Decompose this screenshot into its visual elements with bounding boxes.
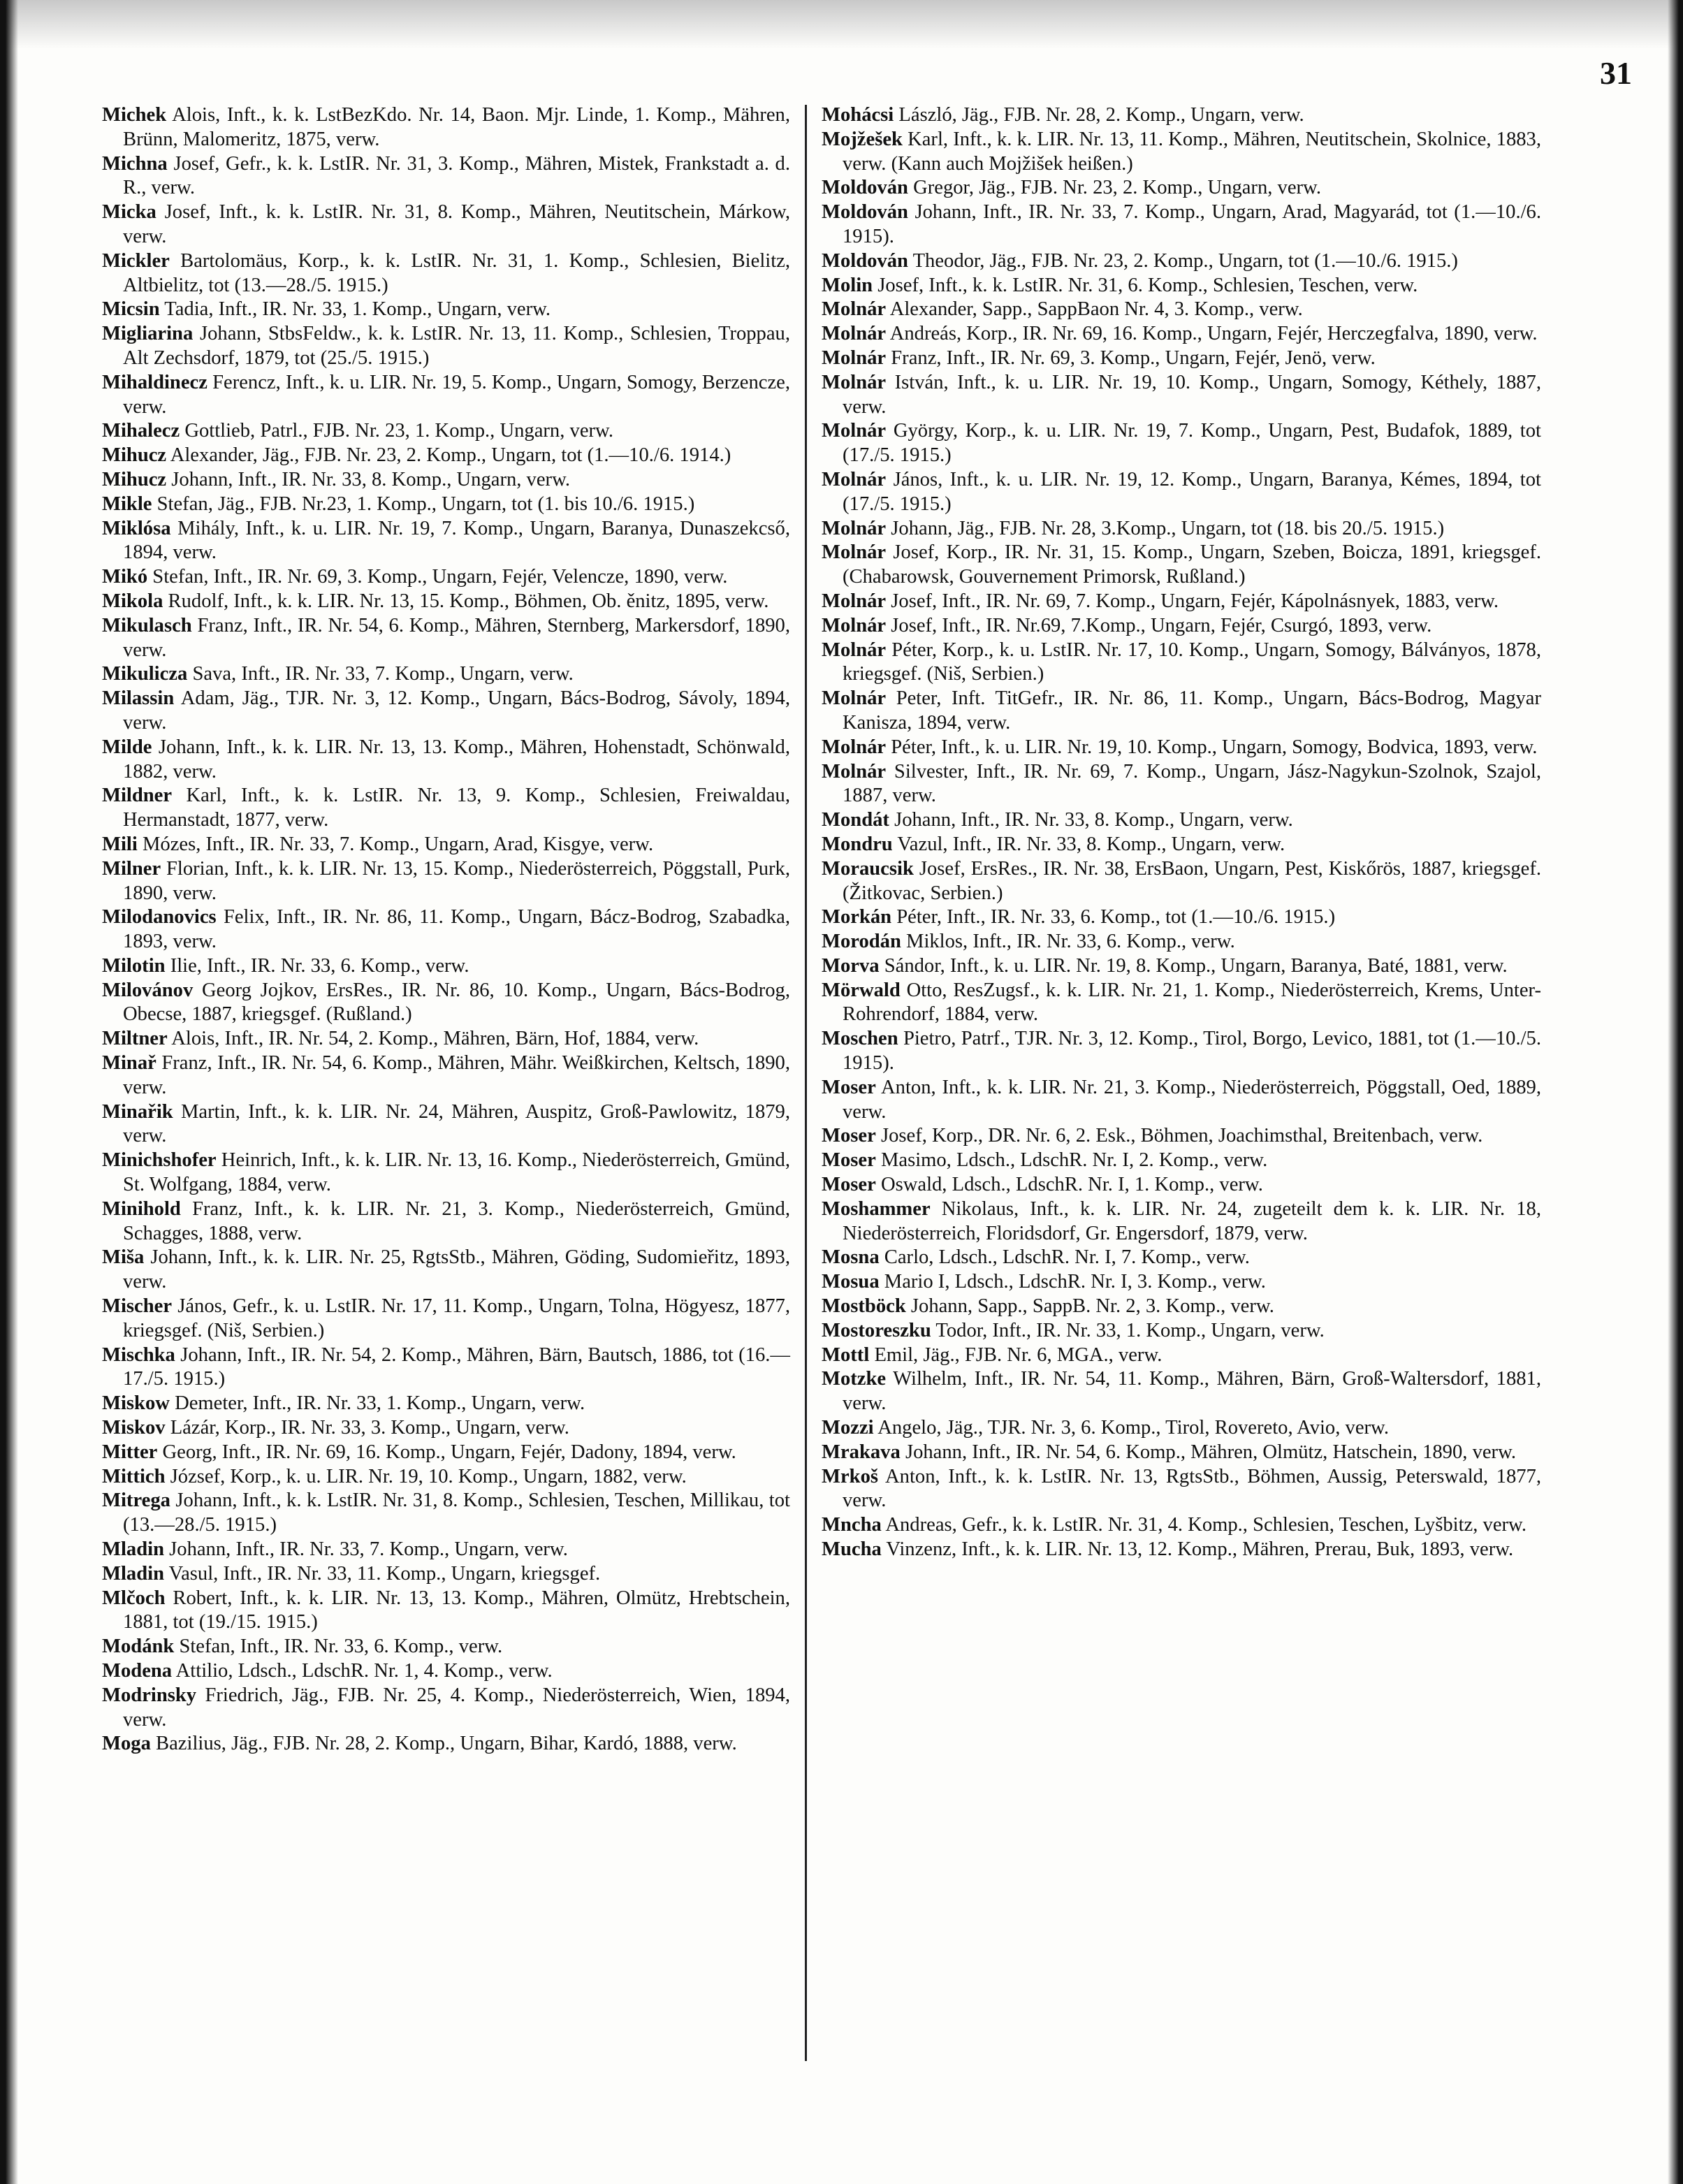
- entry-surname: Moser: [822, 1174, 876, 1196]
- register-entry: [102, 517, 790, 566]
- entry-details: Felix, Inft., IR. Nr. 86, 11. Komp., Ungarn, Bácz-Bodrog, Szabadka, 1893, verw.: [123, 906, 790, 953]
- entry-details: Péter, Inft., k. u. LIR. Nr. 19, 10. Komp., Ungarn, Somogy, Bodvica, 1893, verw.: [891, 736, 1538, 758]
- register-entry: [102, 1635, 790, 1659]
- register-entry: [822, 274, 1541, 298]
- entry-surname: Moga: [102, 1733, 151, 1755]
- register-entry: [822, 298, 1541, 322]
- register-entry: [822, 1027, 1541, 1076]
- entry-details: Gregor, Jäg., FJB. Nr. 23, 2. Komp., Ungarn, verw.: [913, 177, 1321, 199]
- entry-surname: Mitrega: [102, 1490, 170, 1512]
- register-entry: [102, 1051, 790, 1100]
- register-entry: [822, 249, 1541, 274]
- register-entry: [822, 1513, 1541, 1538]
- entry-details: Stefan, Inft., IR. Nr. 33, 6. Komp., verw.: [179, 1636, 503, 1658]
- scan-edge-left: [0, 0, 18, 2184]
- entry-surname: Mikó: [102, 566, 148, 588]
- register-entry: [102, 1149, 790, 1197]
- entry-details: Martin, Inft., k. k. LIR. Nr. 24, Mähren, Auspitz, Groß-Pawlowitz, 1879, verw.: [123, 1100, 791, 1147]
- register-entry: [102, 1027, 790, 1051]
- register-entry: [102, 1197, 790, 1246]
- register-entry: [822, 1246, 1541, 1270]
- entry-surname: Milner: [102, 857, 161, 880]
- entry-details: Ferencz, Inft., k. u. LIR. Nr. 19, 5. Komp., Ungarn, Somogy, Berzencze, verw.: [123, 371, 790, 418]
- entry-surname: Mondát: [822, 809, 889, 831]
- entry-details: Josef, Korp., DR. Nr. 6, 2. Esk., Böhmen, Joachimsthal, Breitenbach, verw.: [880, 1125, 1483, 1147]
- entry-surname: Morva: [822, 954, 880, 977]
- entry-surname: Molnár: [822, 614, 887, 636]
- entry-surname: Mili: [102, 833, 138, 855]
- entry-surname: Mitter: [102, 1441, 158, 1463]
- entry-details: Karl, Inft., k. k. LIR. Nr. 13, 11. Komp., Mähren, Neutitschein, Skolnice, 1883, verw. (Kann auch Mojžišek heißen.): [843, 128, 1541, 175]
- entry-surname: Mncha: [822, 1514, 882, 1536]
- register-entry: [102, 493, 790, 517]
- entry-surname: Mikulasch: [102, 614, 192, 636]
- left-column: [102, 103, 790, 1756]
- entry-surname: Mihalecz: [102, 420, 180, 442]
- register-entry: [102, 371, 790, 420]
- register-entry: [102, 468, 790, 493]
- entry-details: Franz, Inft., k. k. LIR. Nr. 21, 3. Komp., Niederösterreich, Gmünd, Schagges, 1888, verw.: [123, 1197, 790, 1244]
- entry-details: Johann, Inft., k. k. LIR. Nr. 13, 13. Komp., Mähren, Hohenstadt, Schönwald, 1882, verw.: [123, 736, 790, 782]
- entry-surname: Mischer: [102, 1295, 173, 1318]
- entry-surname: Milotin: [102, 954, 166, 977]
- entry-surname: Molnár: [822, 468, 887, 490]
- entry-details: Josef, Inft., k. k. LstIR. Nr. 31, 6. Komp., Schlesien, Teschen, verw.: [877, 274, 1418, 296]
- entry-surname: Molnár: [822, 323, 887, 345]
- entry-details: Heinrich, Inft., k. k. LIR. Nr. 13, 16. Komp., Niederösterreich, Gmünd, St. Wolfgang, 1884, verw.: [123, 1149, 790, 1196]
- register-entry: [102, 857, 790, 906]
- entry-details: Georg, Inft., IR. Nr. 69, 16. Komp., Ungarn, Fejér, Dadony, 1894, verw.: [162, 1441, 736, 1463]
- entry-details: Anton, Inft., k. k. LIR. Nr. 21, 3. Komp., Niederösterreich, Pöggstall, Oed, 1889, verw.: [843, 1076, 1541, 1123]
- entry-surname: Moldován: [822, 201, 908, 224]
- entry-details: Péter, Inft., IR. Nr. 33, 6. Komp., tot (1.—10./6. 1915.): [896, 906, 1336, 929]
- entry-surname: Molnár: [822, 517, 887, 539]
- entry-surname: Moldován: [822, 249, 908, 272]
- register-entry: [822, 979, 1541, 1028]
- entry-surname: Mischka: [102, 1344, 175, 1366]
- entry-details: Johann, Inft., k. k. LstIR. Nr. 31, 8. Komp., Schlesien, Teschen, Millikau, tot (13.—28./5. 1915.): [123, 1490, 790, 1536]
- entry-surname: Molnár: [822, 736, 887, 758]
- entry-surname: Modena: [102, 1660, 173, 1682]
- entry-surname: Molnár: [822, 347, 887, 369]
- entry-surname: Mikulicza: [102, 663, 188, 685]
- entry-surname: Molnár: [822, 639, 887, 661]
- register-entry: [102, 1416, 790, 1441]
- register-entry: [102, 614, 790, 663]
- entry-details: Angelo, Jäg., TJR. Nr. 3, 6. Komp., Tirol, Rovereto, Avio, verw.: [877, 1417, 1389, 1439]
- entry-details: Andreás, Korp., IR. Nr. 69, 16. Komp., Ungarn, Fejér, Herczegfalva, 1890, verw.: [889, 323, 1538, 345]
- entry-surname: Mottl: [822, 1344, 870, 1366]
- register-entry: [822, 201, 1541, 249]
- entry-details: László, Jäg., FJB. Nr. 28, 2. Komp., Ungarn, verw.: [898, 104, 1304, 126]
- entry-details: Josef, Inft., k. k. LstIR. Nr. 31, 8. Komp., Mähren, Neutitschein, Márkow, verw.: [123, 201, 790, 247]
- entry-details: Peter, Inft. TitGefr., IR. Nr. 86, 11. Komp., Ungarn, Bács-Bodrog, Magyar Kanisza, 1894, verw.: [843, 687, 1542, 734]
- register-entry: [822, 930, 1541, 954]
- register-entry: [822, 1367, 1541, 1416]
- register-entry: [102, 590, 790, 614]
- register-entry: [102, 784, 790, 833]
- entry-surname: Mörwald: [822, 979, 901, 1001]
- register-entry: [102, 1684, 790, 1733]
- register-entry: [102, 322, 790, 371]
- entry-surname: Mozzi: [822, 1417, 874, 1439]
- entry-details: János, Gefr., k. u. LstIR. Nr. 17, 11. Komp., Ungarn, Tolna, Högyesz, 1877, kriegsgef. (Niš, Serbien.): [123, 1295, 790, 1341]
- register-entry: [822, 1538, 1541, 1562]
- entry-surname: Mojžešek: [822, 128, 903, 150]
- register-entry: [822, 905, 1541, 930]
- entry-details: Mihály, Inft., k. u. LIR. Nr. 19, 7. Komp., Ungarn, Baranya, Dunaszekcső, 1894, verw.: [123, 517, 790, 564]
- entry-details: Masimo, Ldsch., LdschR. Nr. I, 2. Komp., verw.: [880, 1149, 1268, 1172]
- entry-details: Josef, Korp., IR. Nr. 31, 15. Komp., Ungarn, Szeben, Boicza, 1891, kriegsgef. (Chabarowsk, Gouvernement Primorsk, Rußland.): [843, 541, 1541, 588]
- entry-surname: Mosua: [822, 1271, 880, 1293]
- register-entry: [822, 808, 1541, 833]
- entry-details: Miklos, Inft., IR. Nr. 33, 6. Komp., verw.: [906, 931, 1235, 953]
- entry-details: Alois, Inft., IR. Nr. 54, 2. Komp., Mähren, Bärn, Hof, 1884, verw.: [171, 1028, 699, 1050]
- entry-surname: Miša: [102, 1246, 145, 1269]
- entry-details: Oswald, Ldsch., LdschR. Nr. I, 1. Komp., verw.: [880, 1174, 1263, 1196]
- register-entry: [102, 1441, 790, 1465]
- entry-details: Johann, Inft., IR. Nr. 54, 6. Komp., Mähren, Olmütz, Hatschein, 1890, verw.: [905, 1441, 1517, 1463]
- entry-surname: Molnár: [822, 420, 887, 442]
- register-entry: [102, 1246, 790, 1295]
- register-entry: [822, 176, 1541, 201]
- register-entry: [822, 322, 1541, 347]
- entry-details: Josef, Gefr., k. k. LstIR. Nr. 31, 3. Komp., Mähren, Mistek, Frankstadt a. d. R., verw.: [123, 152, 790, 199]
- entry-details: Vazul, Inft., IR. Nr. 33, 8. Komp., Ungarn, verw.: [897, 833, 1285, 855]
- entry-details: Friedrich, Jäg., FJB. Nr. 25, 4. Komp., Niederösterreich, Wien, 1894, verw.: [123, 1684, 790, 1731]
- entry-surname: Micka: [102, 201, 156, 224]
- entry-details: Silvester, Inft., IR. Nr. 69, 7. Komp., Ungarn, Jász-Nagykun-Szolnok, Szajol, 1887, verw.: [843, 760, 1541, 807]
- entry-details: Alexander, Sapp., SappBaon Nr. 4, 3. Komp., verw.: [889, 298, 1303, 321]
- entry-surname: Miltner: [102, 1028, 168, 1050]
- register-entry: [822, 468, 1541, 517]
- entry-details: Alois, Inft., k. k. LstBezKdo. Nr. 14, Baon. Mjr. Linde, 1. Komp., Mähren, Brünn, Malomeritz, 1875, verw.: [123, 104, 790, 150]
- entry-details: Franz, Inft., IR. Nr. 54, 6. Komp., Mähren, Mähr. Weißkirchen, Keltsch, 1890, verw.: [123, 1052, 790, 1098]
- entry-surname: Milodanovics: [102, 906, 217, 929]
- entry-details: Sava, Inft., IR. Nr. 33, 7. Komp., Ungarn, verw.: [192, 663, 574, 685]
- scan-edge-right: [1668, 0, 1683, 2184]
- entry-details: Johann, Inft., k. k. LIR. Nr. 25, RgtsStb., Mähren, Göding, Sudomieřitz, 1893, verw.: [123, 1246, 790, 1293]
- scan-shadow-top: [0, 0, 1683, 49]
- register-entry: [822, 1173, 1541, 1197]
- entry-details: Mario I, Ldsch., LdschR. Nr. I, 3. Komp., verw.: [884, 1271, 1266, 1293]
- entry-details: Johann, Sapp., SappB. Nr. 2, 3. Komp., verw.: [910, 1295, 1274, 1318]
- register-entry: [822, 1465, 1541, 1514]
- register-entry: [102, 1562, 790, 1587]
- entry-details: Demeter, Inft., IR. Nr. 33, 1. Komp., Ungarn, verw.: [175, 1392, 585, 1415]
- entry-details: Otto, ResZugsf., k. k. LIR. Nr. 21, 1. Komp., Niederösterreich, Krems, Unter-Rohrendorf, 1884, verw.: [843, 979, 1541, 1026]
- register-entry: [102, 249, 790, 298]
- entry-details: Josef, ErsRes., IR. Nr. 38, ErsBaon, Ungarn, Pest, Kiskőrös, 1887, kriegsgef. (Žitkovac, Serbien.): [843, 857, 1541, 904]
- entry-details: Andreas, Gefr., k. k. LstIR. Nr. 31, 4. Komp., Schlesien, Teschen, Lyšbitz, verw.: [885, 1514, 1527, 1536]
- entry-surname: Modrinsky: [102, 1684, 197, 1706]
- entry-surname: Michek: [102, 104, 167, 126]
- entry-details: Ilie, Inft., IR. Nr. 33, 6. Komp., verw.: [170, 954, 469, 977]
- entry-details: Vasul, Inft., IR. Nr. 33, 11. Komp., Ungarn, kriegsgef.: [168, 1562, 601, 1585]
- register-entry: [822, 1149, 1541, 1173]
- entry-surname: Mladin: [102, 1562, 164, 1585]
- entry-details: Johann, StbsFeldw., k. k. LstIR. Nr. 13, 11. Komp., Schlesien, Troppau, Alt Zechsdorf, 1879, tot (25./5. 1915.): [123, 323, 790, 369]
- entry-surname: Miskow: [102, 1392, 170, 1415]
- entry-details: Wilhelm, Inft., IR. Nr. 54, 11. Komp., Mähren, Bärn, Groß-Waltersdorf, 1881, verw.: [843, 1368, 1541, 1415]
- entry-details: Mózes, Inft., IR. Nr. 33, 7. Komp., Ungarn, Arad, Kisgye, verw.: [142, 833, 654, 855]
- register-entry: [102, 662, 790, 687]
- register-entry: [822, 639, 1541, 687]
- entry-surname: Mihaldinecz: [102, 371, 207, 393]
- entry-surname: Miklósa: [102, 517, 171, 539]
- entry-details: Johann, Inft., IR. Nr. 33, 7. Komp., Ungarn, Arad, Magyarád, tot (1.—10./6. 1915).: [843, 201, 1541, 247]
- entry-details: István, Inft., k. u. LIR. Nr. 19, 10. Komp., Ungarn, Somogy, Kéthely, 1887, verw.: [843, 371, 1541, 418]
- entry-surname: Motzke: [822, 1368, 887, 1390]
- register-entry: [822, 1344, 1541, 1368]
- entry-surname: Mihucz: [102, 444, 167, 467]
- entry-details: Franz, Inft., IR. Nr. 69, 3. Komp., Ungarn, Fejér, Jenö, verw.: [891, 347, 1376, 369]
- entry-surname: Moraucsik: [822, 857, 914, 880]
- entry-surname: Miskov: [102, 1417, 166, 1439]
- entry-details: Péter, Korp., k. u. LstIR. Nr. 17, 10. Komp., Ungarn, Somogy, Bálványos, 1878, kriegsgef. (Niš, Serbien.): [843, 639, 1541, 685]
- entry-surname: Minihold: [102, 1197, 181, 1220]
- register-entry: [102, 1659, 790, 1684]
- entry-surname: Mucha: [822, 1538, 882, 1561]
- entry-surname: Micsin: [102, 298, 160, 321]
- register-entry: [102, 1732, 790, 1756]
- register-entry: [822, 687, 1541, 736]
- register-entry: [102, 1538, 790, 1562]
- entry-details: Georg Jojkov, ErsRes., IR. Nr. 86, 10. Komp., Ungarn, Bács-Bodrog, Obecse, 1887, kriegsgef. (Rußland.): [123, 979, 790, 1026]
- entry-surname: Milassin: [102, 687, 175, 710]
- entry-details: Nikolaus, Inft., k. k. LIR. Nr. 24, zugeteilt dem k. k. LIR. Nr. 18, Niederösterreich, Floridsdorf, Gr. Engersdorf, 1879, verw.: [843, 1197, 1541, 1244]
- register-entry: [822, 128, 1541, 177]
- entry-surname: Moshammer: [822, 1197, 931, 1220]
- register-entry: [102, 103, 790, 152]
- entry-details: Todor, Inft., IR. Nr. 33, 1. Komp., Ungarn, verw.: [935, 1319, 1325, 1341]
- register-entry: [822, 590, 1541, 614]
- entry-details: György, Korp., k. u. LIR. Nr. 19, 7. Komp., Ungarn, Pest, Budafok, 1889, tot (17./5. 1915.): [843, 420, 1541, 467]
- entry-surname: Molnár: [822, 371, 887, 393]
- entry-surname: Modánk: [102, 1636, 175, 1658]
- register-entry: [822, 541, 1541, 590]
- entry-surname: Mrkoš: [822, 1465, 879, 1487]
- entry-details: Robert, Inft., k. k. LIR. Nr. 13, 13. Komp., Mähren, Olmütz, Hrebtschein, 1881, tot (19./15. 1915.): [123, 1587, 790, 1633]
- register-entry: [822, 857, 1541, 906]
- entry-surname: Molnár: [822, 298, 887, 321]
- register-entry: [102, 201, 790, 249]
- register-entry: [822, 517, 1541, 541]
- entry-surname: Mlčoch: [102, 1587, 166, 1609]
- entry-surname: Milovánov: [102, 979, 194, 1001]
- entry-details: Franz, Inft., IR. Nr. 54, 6. Komp., Mähren, Sternberg, Markersdorf, 1890, verw.: [123, 614, 790, 661]
- entry-details: Lázár, Korp., IR. Nr. 33, 3. Komp., Ungarn, verw.: [170, 1417, 569, 1439]
- register-entry: [102, 1587, 790, 1636]
- entry-surname: Mildner: [102, 785, 173, 807]
- register-entry: [102, 298, 790, 322]
- register-entry: [102, 419, 790, 444]
- entry-surname: Moser: [822, 1076, 876, 1098]
- entry-surname: Molnár: [822, 590, 887, 612]
- entry-surname: Mostoreszku: [822, 1319, 931, 1341]
- entry-surname: Moldován: [822, 177, 908, 199]
- entry-details: Carlo, Ldsch., LdschR. Nr. I, 7. Komp., verw.: [884, 1246, 1250, 1269]
- register-entry: [102, 954, 790, 979]
- entry-details: Adam, Jäg., TJR. Nr. 3, 12. Komp., Ungarn, Bács-Bodrog, Sávoly, 1894, verw.: [123, 687, 790, 734]
- register-entry: [822, 371, 1541, 420]
- register-entry: [102, 979, 790, 1028]
- entry-surname: Molnár: [822, 541, 887, 564]
- entry-surname: Morodán: [822, 931, 901, 953]
- entry-surname: Mihucz: [102, 468, 167, 490]
- entry-details: János, Inft., k. u. LIR. Nr. 19, 12. Komp., Ungarn, Baranya, Kémes, 1894, tot (17./5. 1915.): [843, 468, 1541, 515]
- entry-surname: Moser: [822, 1149, 876, 1172]
- entry-surname: Mosna: [822, 1246, 880, 1269]
- entry-surname: Mladin: [102, 1538, 164, 1561]
- entry-details: Bazilius, Jäg., FJB. Nr. 28, 2. Komp., Ungarn, Bihar, Kardó, 1888, verw.: [156, 1733, 737, 1755]
- entry-details: Theodor, Jäg., FJB. Nr. 23, 2. Komp., Ungarn, tot (1.—10./6. 1915.): [912, 249, 1458, 272]
- entry-surname: Mondru: [822, 833, 893, 855]
- entry-surname: Mrakava: [822, 1441, 901, 1463]
- column-divider: [805, 105, 807, 2061]
- register-entry: [102, 1295, 790, 1344]
- register-entry: [102, 1489, 790, 1538]
- entry-details: Stefan, Inft., IR. Nr. 69, 3. Komp., Ungarn, Fejér, Velencze, 1890, verw.: [152, 566, 728, 588]
- register-entry: [102, 736, 790, 785]
- entry-surname: Minař: [102, 1052, 156, 1075]
- entry-surname: Mostböck: [822, 1295, 906, 1318]
- entry-details: Alexander, Jäg., FJB. Nr. 23, 2. Komp., Ungarn, tot (1.—10./6. 1914.): [170, 444, 731, 467]
- entry-details: Emil, Jäg., FJB. Nr. 6, MGA., verw.: [874, 1344, 1163, 1366]
- entry-details: Vinzenz, Inft., k. k. LIR. Nr. 13, 12. Komp., Mähren, Prerau, Buk, 1893, verw.: [886, 1538, 1514, 1561]
- entry-surname: Minichshofer: [102, 1149, 217, 1172]
- entry-surname: Mohácsi: [822, 104, 894, 126]
- entry-details: Rudolf, Inft., k. k. LIR. Nr. 13, 15. Komp., Böhmen, Ob. ěnitz, 1895, verw.: [168, 590, 769, 612]
- entry-details: József, Korp., k. u. LIR. Nr. 19, 10. Komp., Ungarn, 1882, verw.: [170, 1465, 687, 1487]
- register-entry: [822, 1441, 1541, 1465]
- register-entry: [822, 1270, 1541, 1295]
- entry-details: Stefan, Jäg., FJB. Nr.23, 1. Komp., Ungarn, tot (1. bis 10./6. 1915.): [156, 493, 695, 515]
- register-entry: [822, 954, 1541, 979]
- register-entry: [822, 1076, 1541, 1125]
- entry-surname: Molnár: [822, 760, 887, 782]
- entry-details: Johann, Inft., IR. Nr. 33, 8. Komp., Ungarn, verw.: [894, 809, 1293, 831]
- entry-surname: Milde: [102, 736, 152, 758]
- page-number: 31: [1600, 55, 1632, 91]
- register-entry: [102, 1344, 790, 1392]
- register-entry: [822, 1319, 1541, 1344]
- register-entry: [102, 1100, 790, 1149]
- right-column: [822, 103, 1541, 1562]
- register-entry: [822, 347, 1541, 371]
- entry-surname: Mikle: [102, 493, 152, 515]
- entry-surname: Mickler: [102, 249, 170, 272]
- entry-surname: Molnár: [822, 687, 887, 710]
- entry-details: Tadia, Inft., IR. Nr. 33, 1. Komp., Ungarn, verw.: [164, 298, 551, 321]
- entry-surname: Molin: [822, 274, 873, 296]
- entry-details: Johann, Inft., IR. Nr. 33, 7. Komp., Ungarn, verw.: [169, 1538, 568, 1561]
- register-entry: [102, 687, 790, 736]
- entry-details: Josef, Inft., IR. Nr.69, 7.Komp., Ungarn, Fejér, Csurgó, 1893, verw.: [891, 614, 1432, 636]
- register-entry: [102, 1465, 790, 1490]
- entry-details: Gottlieb, Patrl., FJB. Nr. 23, 1. Komp., Ungarn, verw.: [184, 420, 613, 442]
- entry-details: Josef, Inft., IR. Nr. 69, 7. Komp., Ungarn, Fejér, Kápolnásnyek, 1883, verw.: [891, 590, 1499, 612]
- entry-details: Anton, Inft., k. k. LstIR. Nr. 13, RgtsStb., Böhmen, Aussig, Peterswald, 1877, verw.: [843, 1465, 1541, 1512]
- register-entry: [822, 760, 1541, 809]
- register-entry: [102, 152, 790, 201]
- entry-details: Attilio, Ldsch., LdschR. Nr. 1, 4. Komp., verw.: [175, 1660, 553, 1682]
- register-entry: [822, 1197, 1541, 1246]
- entry-details: Bartolomäus, Korp., k. k. LstIR. Nr. 31, 1. Komp., Schlesien, Bielitz, Altbielitz, tot (13.—28./5. 1915.): [123, 249, 790, 296]
- register-entry: [822, 1295, 1541, 1319]
- register-entry: [822, 614, 1541, 639]
- register-entry: [822, 833, 1541, 857]
- register-entry: [822, 736, 1541, 760]
- entry-surname: Migliarina: [102, 323, 194, 345]
- register-entry: [102, 905, 790, 954]
- register-entry: [102, 444, 790, 468]
- entry-details: Johann, Inft., IR. Nr. 54, 2. Komp., Mähren, Bärn, Bautsch, 1886, tot (16.—17./5. 1915.): [123, 1344, 791, 1390]
- entry-surname: Morkán: [822, 906, 892, 929]
- entry-details: Karl, Inft., k. k. LstIR. Nr. 13, 9. Komp., Schlesien, Freiwaldau, Hermanstadt, 1877, verw.: [123, 785, 790, 831]
- entry-details: Pietro, Patrf., TJR. Nr. 3, 12. Komp., Tirol, Borgo, Levico, 1881, tot (1.—10./5. 1915).: [843, 1028, 1541, 1075]
- entry-details: Sándor, Inft., k. u. LIR. Nr. 19, 8. Komp., Ungarn, Baranya, Baté, 1881, verw.: [884, 954, 1508, 977]
- entry-details: Florian, Inft., k. k. LIR. Nr. 13, 15. Komp., Niederösterreich, Pöggstall, Purk, 1890, verw.: [123, 857, 791, 904]
- register-entry: [822, 419, 1541, 468]
- entry-surname: Michna: [102, 152, 168, 175]
- register-entry: [102, 565, 790, 590]
- register-entry: [102, 1392, 790, 1416]
- entry-surname: Minařik: [102, 1100, 173, 1123]
- register-entry: [822, 1416, 1541, 1441]
- entry-surname: Mittich: [102, 1465, 166, 1487]
- entry-surname: Mikola: [102, 590, 163, 612]
- register-entry: [822, 103, 1541, 128]
- entry-surname: Moschen: [822, 1028, 898, 1050]
- register-entry: [822, 1124, 1541, 1149]
- register-entry: [102, 833, 790, 857]
- entry-details: Johann, Inft., IR. Nr. 33, 8. Komp., Ungarn, verw.: [171, 468, 571, 490]
- entry-surname: Moser: [822, 1125, 876, 1147]
- entry-details: Johann, Jäg., FJB. Nr. 28, 3.Komp., Ungarn, tot (18. bis 20./5. 1915.): [891, 517, 1445, 539]
